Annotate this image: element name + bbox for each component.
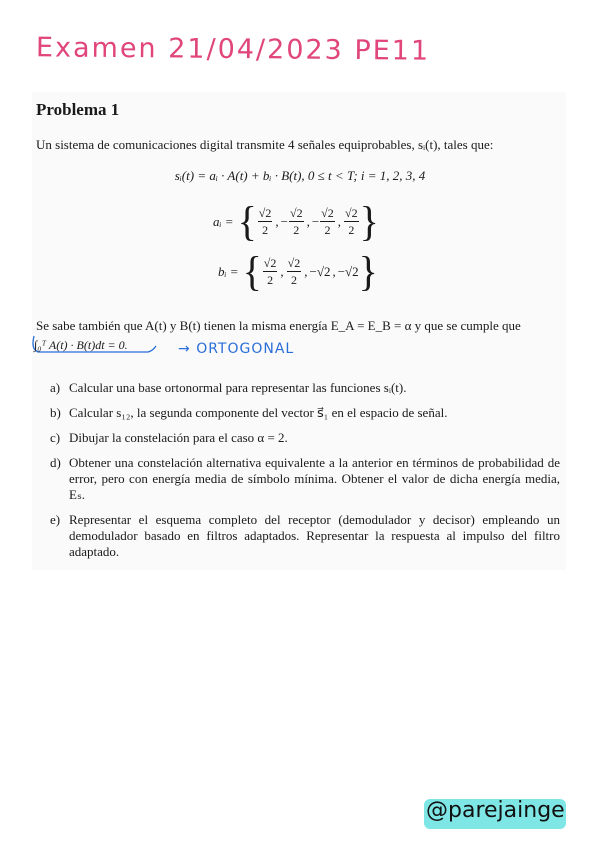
open-brace: { <box>237 197 257 246</box>
a-sign-1: − <box>280 214 288 229</box>
a-set-lhs: aᵢ = <box>213 214 234 229</box>
a-coefficient-set <box>213 197 379 246</box>
b-value-0: $\frac{√2}{2}$ <box>263 256 277 287</box>
separator: , <box>304 264 308 279</box>
problem-intro: Un sistema de comunicaciones digital transmite 4 señales equiprobables, sᵢ(t), tales que: <box>36 137 494 152</box>
open-brace: { <box>242 247 262 296</box>
list-item: e) Representar el esquema completo del receptor (demodulador y decisor) empleando un demodulador basado en filtros adaptados. Representar la respuesta al impulso del filtro adaptado. <box>50 512 560 559</box>
list-item: a) Calcular una base ortonormal para representar las funciones sᵢ(t). <box>50 380 407 395</box>
close-brace: } <box>359 197 379 246</box>
handwritten-orthogonal-note: → ORTOGONAL <box>178 341 295 357</box>
separator: , <box>332 264 336 279</box>
a-value-1: $\frac{√2}{2}$ <box>289 206 303 237</box>
energy-statement: Se sabe también que A(t) y B(t) tienen la misma energía E_A = E_B = α y que se cumple que <box>36 318 521 333</box>
separator: , <box>275 214 279 229</box>
problem-title: Problema 1 <box>36 100 120 119</box>
list-item: c) Dibujar la constelación para el caso α = 2. <box>50 430 288 445</box>
a-value-0: $\frac{√2}{2}$ <box>258 206 272 237</box>
b-value-2: −√2 <box>309 264 331 279</box>
b-value-3: −√2 <box>337 264 359 279</box>
b-set-lhs: bᵢ = <box>218 264 239 279</box>
separator: , <box>280 264 284 279</box>
a-sign-2: − <box>311 214 320 229</box>
separator: , <box>337 214 342 229</box>
a-value-3: $\frac{√2}{2}$ <box>345 206 358 237</box>
separator: , <box>306 214 310 229</box>
author-handle: @parejainge <box>426 798 565 823</box>
arrow-icon: → <box>178 341 197 357</box>
close-brace: } <box>358 247 378 296</box>
handwritten-exam-title: Examen 21/04/2023 PE11 <box>35 32 431 67</box>
signal-equation: sᵢ(t) = aᵢ · A(t) + bᵢ · B(t), 0 ≤ t < T; i = 1, 2, 3, 4 <box>174 168 426 183</box>
question-list <box>50 380 560 569</box>
b-coefficient-set <box>218 247 378 296</box>
list-item: b) Calcular s₁₂, la segunda componente del vector s⃗₁ en el espacio de señal. <box>50 405 448 420</box>
b-value-1: $\frac{√2}{2}$ <box>287 256 301 287</box>
list-item: d) Obtener una constelación alternativa equivalente a la anterior en términos de probabilidad de error, pero con energía media de símbolo mínima. Obtener el valor de dicha energía media, Eₛ. <box>50 455 560 502</box>
a-value-2: $\frac{√2}{2}$ <box>321 206 334 237</box>
orthogonality-integral: ∫₀ᵀ A(t) · B(t)dt = 0. <box>34 338 128 352</box>
